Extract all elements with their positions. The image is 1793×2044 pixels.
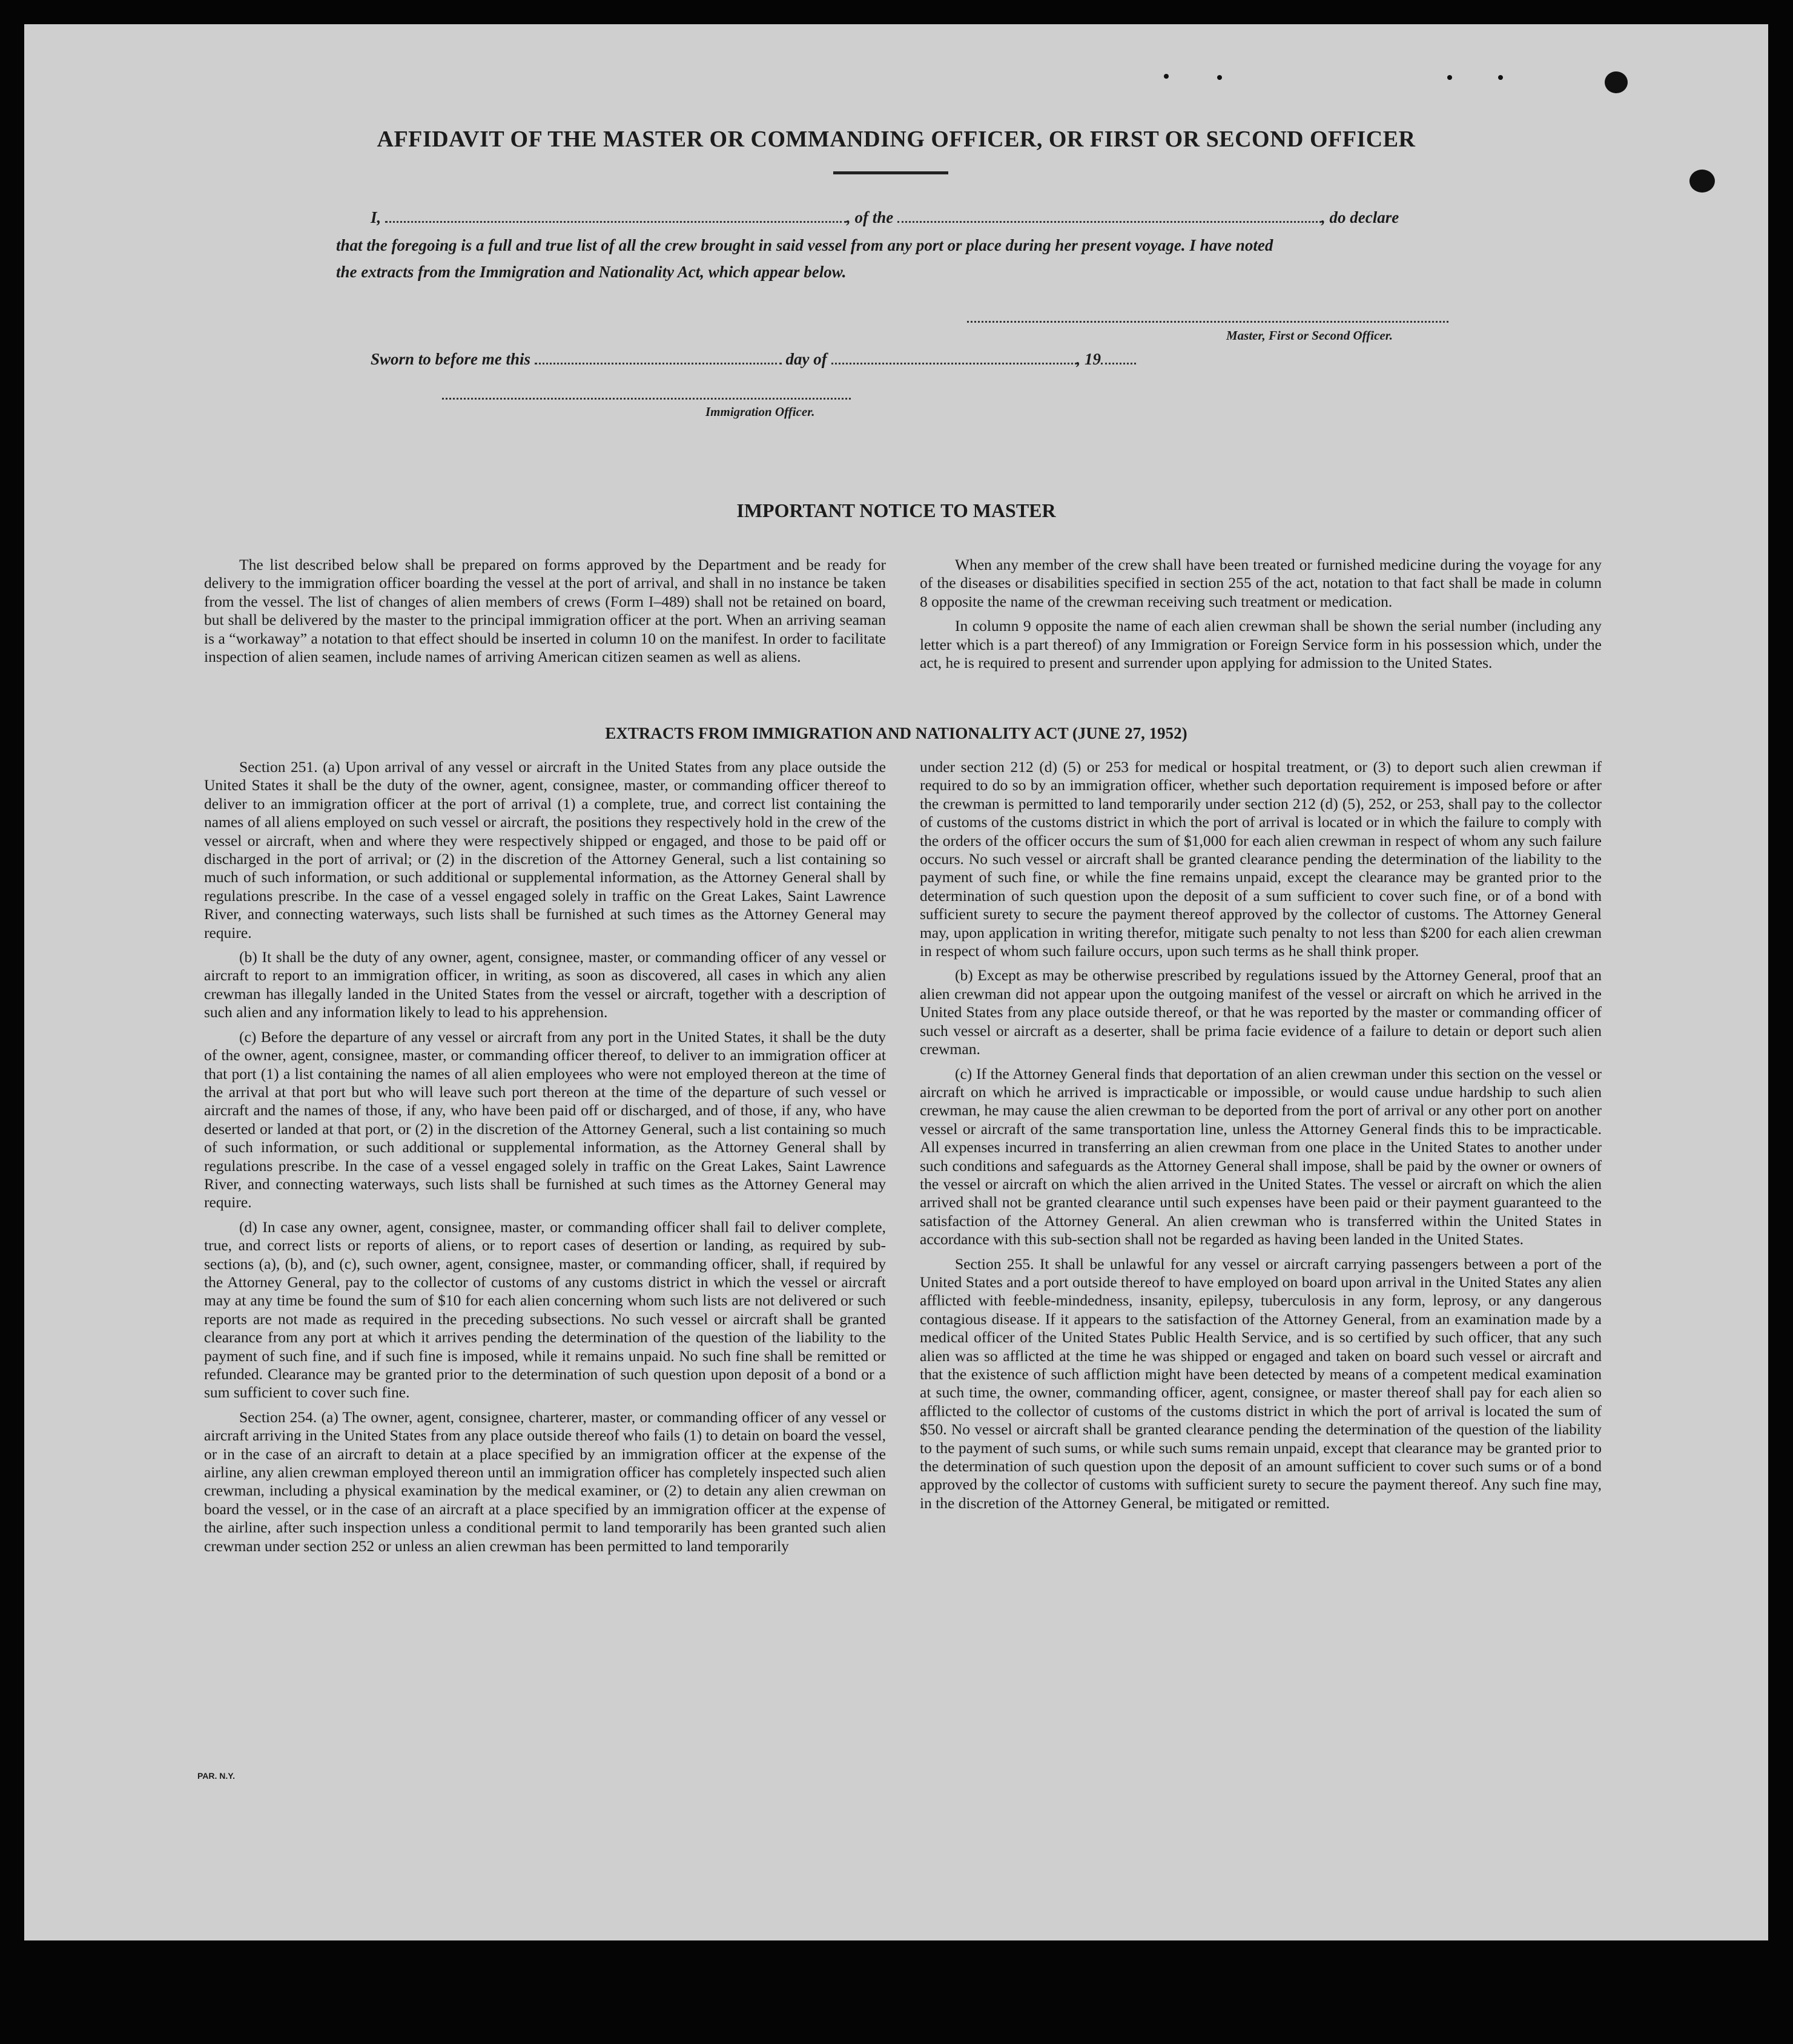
master-signature-label: Master, First or Second Officer. [1226, 328, 1393, 343]
vessel-name-field[interactable] [897, 221, 1321, 223]
printer-mark: PAR. N.Y. [197, 1771, 235, 1781]
immigration-officer-label: Immigration Officer. [705, 404, 815, 419]
immigration-officer-signature-field[interactable] [442, 398, 851, 400]
section-254-c: (c) If the Attorney General finds that deportation of an alien crewman under this section on the vessel or aircraft on which he arrived is impracticable or impossible, or would cause undue hardship to such alien crewman, he may cause the alien crewman to be deported from the port of arrival or any other port on another vessel or aircraft of the same transportation line, unless the Attorney General finds this to be impracticable. All expenses incurred in transferring an alien crewman from one place in the United States to another under such conditions and safeguards as the Attorney General shall impose, shall be paid by the owner or owners of the vessel or aircraft on which the alien arrived in the United States. The vessel or aircraft on which the alien arrived shall not be granted clearance until such expenses have been paid or their payment guaranteed to the satisfaction of the Attorney General. An alien crewman who is transferred within the United States in accordance with this sub-section shall not be regarded as having been landed in the United States. [920, 1064, 1602, 1248]
notice-left-column [204, 556, 886, 672]
declaration-start: I, [371, 208, 381, 226]
section-254-a: Section 254. (a) The owner, agent, consignee, charterer, master, or commanding officer of any vessel or aircraft arriving in the United States from any place outside thereof who fails (1) to detain on board the vessel, or in the case of an aircraft to detain at a place specified by an immigration officer at the expense of the airline, any alien crewman employed thereon until an immigration officer has completely inspected such alien crewman, including a physical examination by the medical examiner, or (2) to detain any alien crewman on board the vessel, or in the case of an aircraft at a place specified by an immigration officer at the expense of the airline, after such inspection unless a conditional permit to land temporarily has been granted such alien crewman under section 252 or unless an alien crewman has been permitted to land temporarily [204, 1408, 886, 1555]
section-251-b: (b) It shall be the duty of any owner, agent, consignee, master, or commanding officer of any vessel or aircraft to report to an immigration officer, in writing, as soon as discovered, all cases in which any alien crewman has illegally landed in the United States from the vessel or aircraft, together with a description of such alien and any information likely to lead to his apprehension. [204, 948, 886, 1021]
sworn-line [371, 350, 1136, 369]
notice-left-paragraph: The list described below shall be prepared on forms approved by the Department and be ready for delivery to the immigration officer boarding the vessel at the port of arrival, and shall in no instance be taken from the vessel. The list of changes of alien members of crews (Form I–489) shall not be retained on board, but shall be delivered by the master to the principal immigration officer at the port. When an arriving seaman is a “workaway” a notation to that effect should be inserted in column 10 on the manifest. In order to facilitate inspection of alien seamen, include names of arriving American citizen seamen as well as aliens. [204, 556, 886, 666]
sworn-prefix: Sworn to before me this [371, 350, 531, 368]
declarant-name-field[interactable] [385, 221, 847, 223]
punch-hole-mark [1605, 71, 1628, 93]
notice-right-column [920, 556, 1602, 678]
section-251-a: Section 251. (a) Upon arrival of any vessel or aircraft in the United States from any place outside the United States it shall be the duty of the owner, agent, consignee, master, or commanding officer thereof to deliver to an immigration officer at the port of arrival (1) a complete, true, and correct list containing the names of all aliens employed on such vessel or aircraft, the positions they respectively hold in the crew of the vessel or aircraft, when and where they were respectively shipped or engaged, and those to be paid off or discharged in the port of arrival; or (2) in the discretion of the Attorney General, such a list containing so much of such information, or such additional or supplemental information, as the Attorney General shall by regulations prescribe. In the case of a vessel engaged solely in traffic on the Great Lakes, Saint Lawrence River, and connecting waterways, such lists shall be furnished at such times as the Attorney General may require. [204, 758, 886, 941]
declaration-end: , do declare [1321, 208, 1399, 226]
sworn-month-field[interactable] [831, 363, 1077, 364]
declaration-line-3: the extracts from the Immigration and Nationality Act, which appear below. [336, 263, 847, 281]
extracts-left-column [204, 758, 886, 1561]
scan-mark-dot [1164, 74, 1169, 79]
punch-hole-mark [1689, 170, 1715, 193]
declaration-line-1 [371, 208, 1399, 227]
section-255: Section 255. It shall be unlawful for any vessel or aircraft carrying passengers between a port of the United States and a port outside thereof to have employed on board upon arrival in the United States any alien afflicted with feeble-mindedness, insanity, epilepsy, tuberculosis in any form, leprosy, or any dangerous contagious disease. If it appears to the satisfaction of the Attorney General, from an examination made by a medical officer of the United States Public Health Service, and is so certified by such officer, that any such alien was so afflicted at the time he was shipped or engaged and taken on board such vessel or aircraft and that the existence of such affliction might have been detected by means of a competent medical examination at such time, the owner, commanding officer, agent, consignee, or master thereof shall pay for each alien so afflicted to the collector of customs of the customs district in which the port of arrival is located the sum of $50. No vessel or aircraft shall be granted clearance pending the determination of the question of the liability to the payment of such sums, or while such sums remain unpaid, except that clearance may be granted prior to the determination of such question upon the deposit of an amount sufficient to cover such sums or of a bond approved by the collector of customs with sufficient surety to secure the payment thereof. Any such fine may, in the discretion of the Attorney General, be mitigated or remitted. [920, 1254, 1602, 1512]
sworn-day-of: day of [785, 350, 827, 368]
declaration-line-2: that the foregoing is a full and true list of all the crew brought in said vessel from any port or place during her present voyage. I have noted [336, 236, 1273, 254]
sworn-year-prefix: , 19 [1076, 350, 1101, 368]
section-254-b: (b) Except as may be otherwise prescribed by regulations issued by the Attorney General, proof that an alien crewman did not appear upon the outgoing manifest of the vessel or aircraft on which he arrived in the United States from any place outside thereof, or that he was reported by the master or commanding officer of such vessel or aircraft as a deserter, shall be prima facie evidence of a failure to detain or deport such alien crewman. [920, 966, 1602, 1058]
affidavit-title: AFFIDAVIT OF THE MASTER OR COMMANDING OFFICER, OR FIRST OR SECOND OFFICER [377, 127, 1416, 152]
master-signature-field[interactable] [967, 321, 1448, 323]
form-page [24, 24, 1768, 1940]
notice-right-paragraph-1: When any member of the crew shall have been treated or furnished medicine during the voyage for any of the diseases or disabilities specified in section 255 of the act, notation to that fact shall be made in column 8 opposite the name of the crewman receiving such treatment or medication. [920, 556, 1602, 610]
extracts-heading: EXTRACTS FROM IMMIGRATION AND NATIONALITY ACT (JUNE 27, 1952) [605, 724, 1187, 742]
notice-right-paragraph-2: In column 9 opposite the name of each alien crewman shall be shown the serial number (including any letter which is a part thereof) of any Immigration or Foreign Service form in his possession which, under the act, he is required to present and surrender upon applying for admission to the United States. [920, 617, 1602, 672]
section-251-d: (d) In case any owner, agent, consignee, master, or commanding officer shall fail to deliver complete, true, and correct lists or reports of aliens, or to report cases of desertion or landing, as required by sub-sections (a), (b), and (c), such owner, agent, consignee, master, or commanding officer, shall, if required by the Attorney General, pay to the collector of customs of any customs district in which the vessel or aircraft may at any time be found the sum of $10 for each alien concerning whom such lists are not delivered or such reports are not made as required in the preceding subsections. No such vessel or aircraft shall be granted clearance from any port at which it arrives pending the determination of the question of the liability to the payment of such fine, and if such fine is imposed, while it remains unpaid. No such fine shall be remitted or refunded. Clearance may be granted prior to the determination of such question upon deposit of a bond or a sum sufficient to cover such fine. [204, 1218, 886, 1402]
sworn-day-field[interactable] [535, 363, 782, 364]
sworn-year-field[interactable] [1101, 363, 1136, 364]
title-underline [833, 171, 948, 174]
scan-mark-dot [1217, 75, 1222, 80]
extracts-right-column [920, 758, 1602, 1518]
notice-heading: IMPORTANT NOTICE TO MASTER [736, 499, 1056, 521]
declaration-of-the: , of the [847, 208, 894, 226]
section-251-c: (c) Before the departure of any vessel or aircraft from any port in the United States, it shall be the duty of the owner, agent, consignee, master, or commanding officer thereof, to deliver to an immigration officer at that port (1) a list containing the names of all alien employees who were not employed thereon at the time of the arrival at that port but who will leave such port thereon at the time of the departure of such vessel or aircraft and the names of those, if any, who have been paid off or discharged, and of those, if any, who have deserted or landed at that port, or (2) in the discretion of the Attorney General, such a list containing so much of such information, or such additional or supplemental information, as the Attorney General shall by regulations prescribe. In the case of a vessel engaged solely in traffic on the Great Lakes, Saint Lawrence River, and connecting waterways, such lists shall be furnished at such times as the Attorney General may require. [204, 1027, 886, 1212]
scan-mark-dot [1447, 75, 1452, 80]
section-254-a-continued: under section 212 (d) (5) or 253 for medical or hospital treatment, or (3) to deport such alien crewman if required to do so by an immigration officer, whether such deportation requirement is imposed before or after the crewman is permitted to land temporarily under section 212 (d) (5), 252, or 253, shall pay to the collector of customs of the customs district in which the port of arrival is located or in which the failure to comply with the orders of the officer occurs the sum of $1,000 for each alien crewman in respect of whom any such failure occurs. No such vessel or aircraft shall be granted clearance pending the determination of the liability to the payment of such fine, or while the fine remains unpaid, except the clearance may be granted prior to the determination of such question upon the deposit of a sum sufficient to cover such fine, or of a bond with sufficient surety to secure the payment thereof approved by the collector of customs. The Attorney General may, upon application in writing therefor, mitigate such penalty to not less than $200 for each alien crewman in respect of whom such failure occurs, upon such terms as he shall think proper. [920, 758, 1602, 960]
scan-mark-dot [1498, 75, 1503, 80]
